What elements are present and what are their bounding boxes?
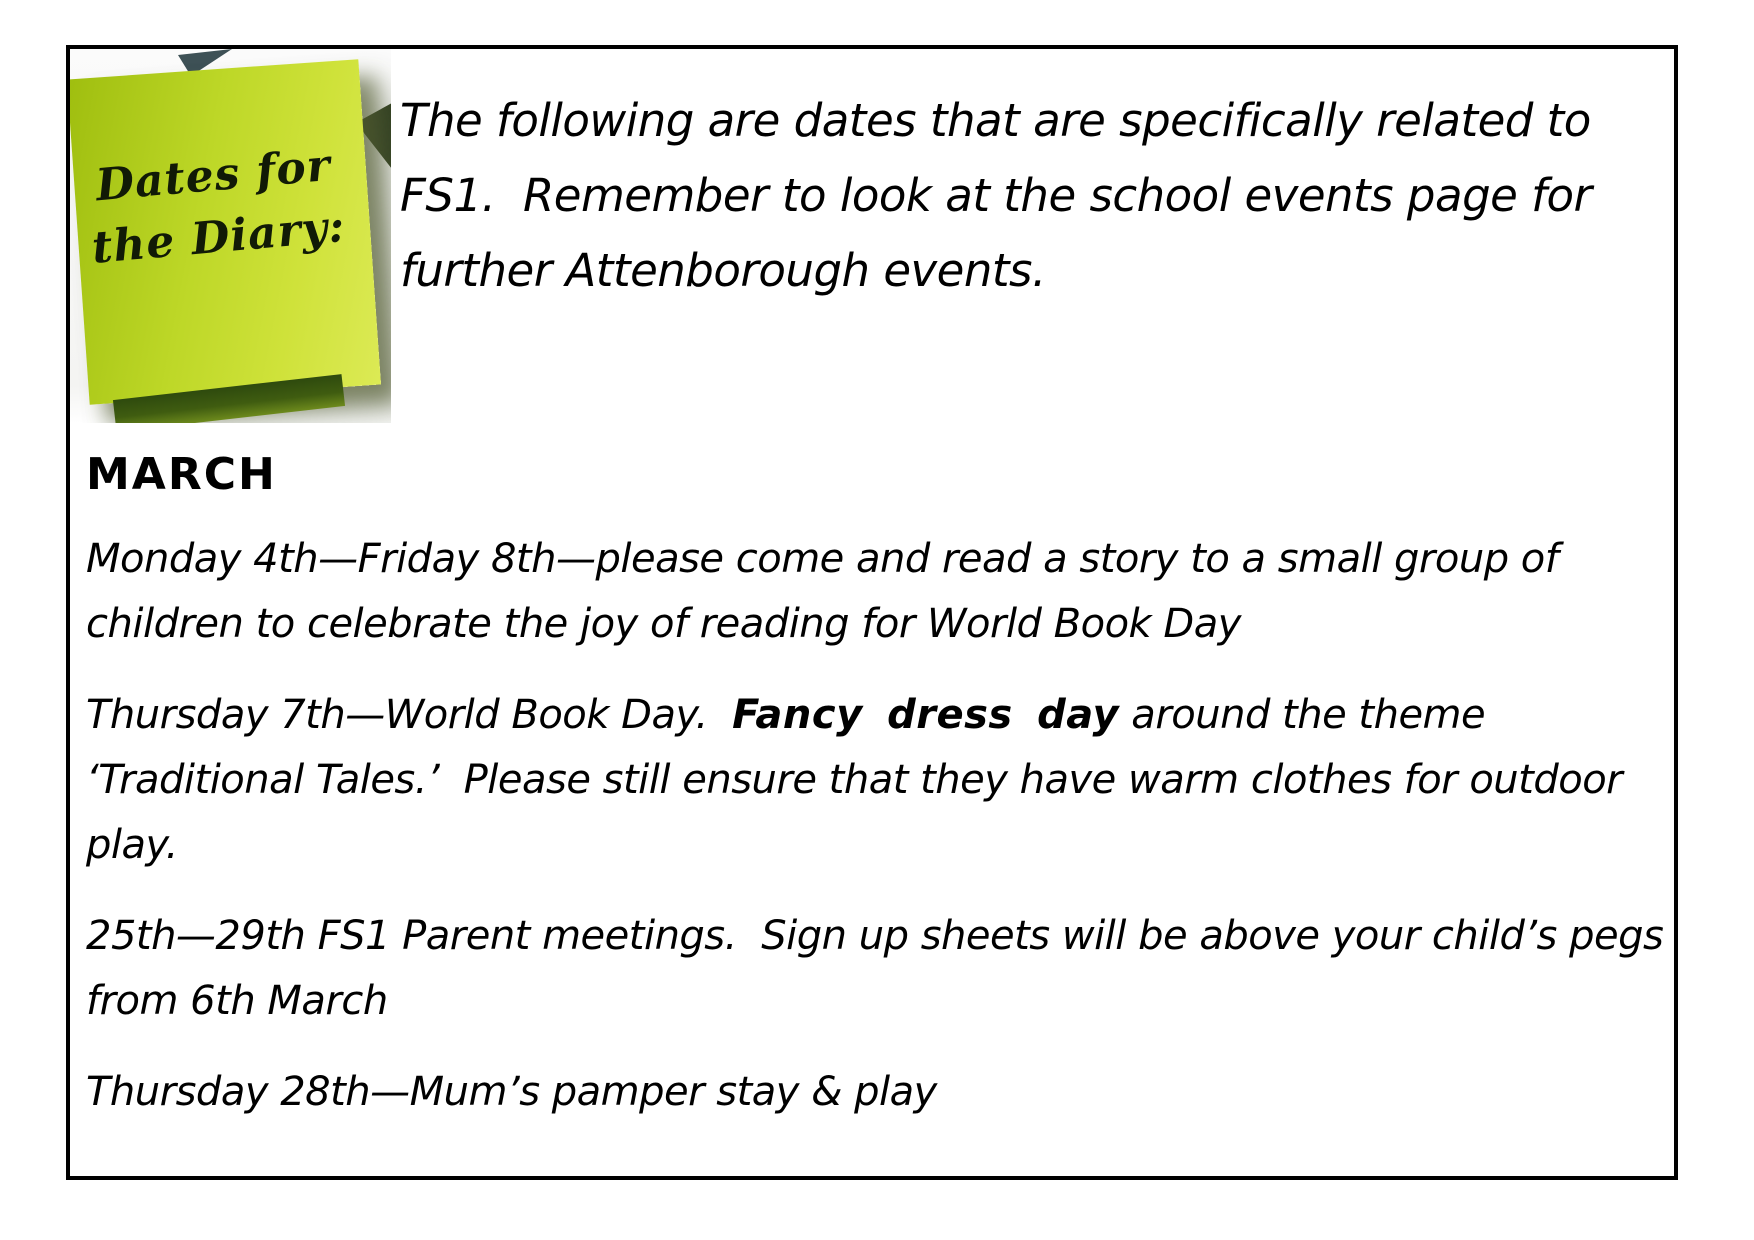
notice-frame <box>66 45 1678 1180</box>
event-paragraph-parent-meetings <box>86 904 1664 1034</box>
event-paragraph-world-book-day <box>86 683 1664 878</box>
event-line: 25th—29th FS1 Parent meetings. Sign up sheets will be above your child’s pegs <box>86 913 1664 959</box>
event-line: play. <box>86 822 178 868</box>
intro-line: further Attenborough events. <box>400 244 1046 297</box>
event-text: around the theme <box>1119 692 1486 738</box>
march-heading: MARCH <box>86 449 277 500</box>
event-line: from 6th March <box>86 978 388 1024</box>
event-line: Monday 4th—Friday 8th—please come and read a story to a small group of <box>86 536 1559 582</box>
sticky-note-title-line1: Dates for <box>93 139 333 212</box>
event-paragraph-mums-pamper <box>86 1060 1664 1125</box>
event-line <box>86 683 1664 748</box>
sticky-note-title-line2: the Diary: <box>89 200 348 274</box>
event-text: Thursday 7th—World Book Day. <box>86 692 733 738</box>
event-paragraph-world-book-week <box>86 527 1664 657</box>
event-line: Thursday 28th—Mum’s pamper stay & play <box>86 1069 937 1115</box>
intro-line: The following are dates that are specifically related to <box>400 94 1591 147</box>
march-section <box>86 449 1664 1125</box>
sticky-note-title <box>70 133 367 282</box>
event-line: children to celebrate the joy of reading for World Book Day <box>86 601 1241 647</box>
fancy-dress-day-phrase: Fancy dress day <box>732 692 1120 738</box>
intro-line: FS1. Remember to look at the school events page for <box>400 169 1592 222</box>
event-line: ‘Traditional Tales.’ Please still ensure that they have warm clothes for outdoor <box>86 757 1623 803</box>
sticky-note-image <box>70 49 391 423</box>
intro-paragraph <box>400 83 1592 308</box>
